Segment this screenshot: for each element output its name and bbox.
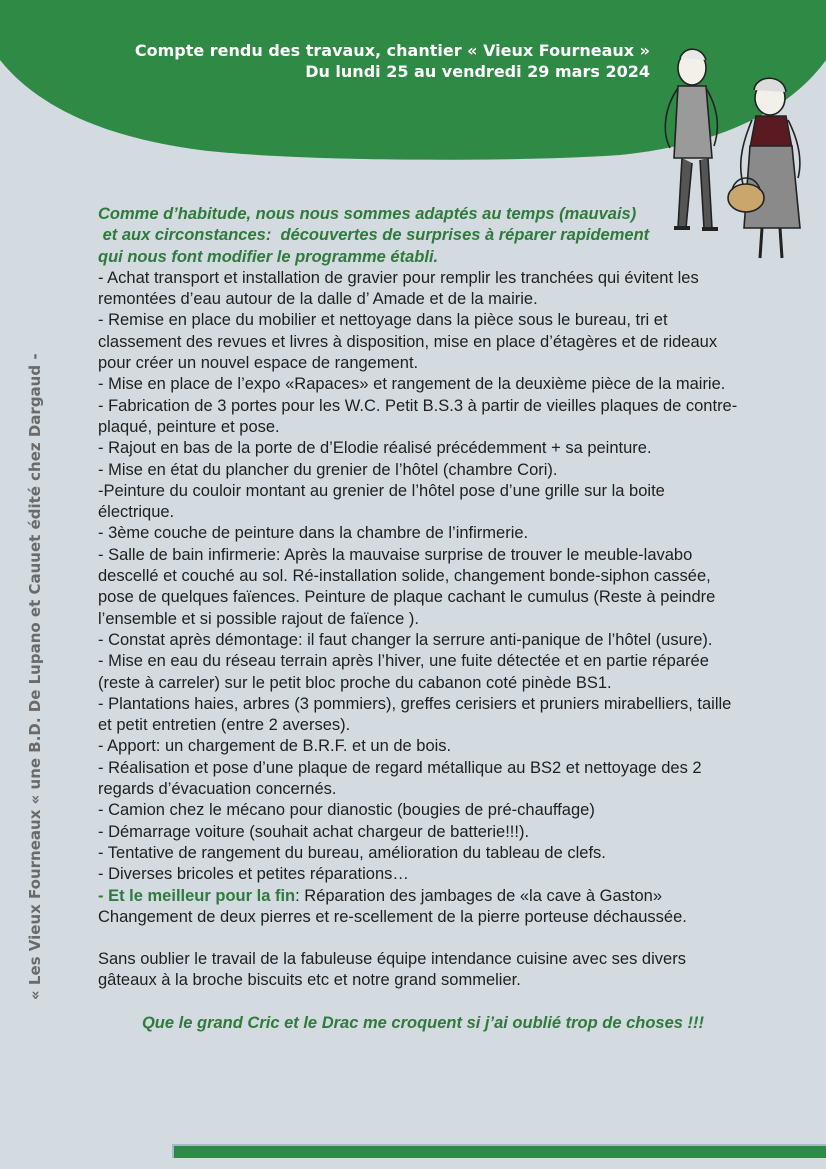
header-dates: Du lundi 25 au vendredi 29 mars 2024 [305, 62, 650, 81]
list-item: - Réalisation et pose d’une plaque de regard métallique au BS2 et nettoyage des 2 regards d’évacuation concernés. [98, 758, 702, 799]
list-item: -Peinture du couloir montant au grenier de l’hôtel pose d’une grille sur la boite électrique. [98, 481, 665, 522]
outro-paragraph: Sans oublier le travail de la fabuleuse équipe intendance cuisine avec ses divers gâteaux à la broche biscuits etc et notre grand sommelier. [98, 950, 686, 990]
list-item: - Mise en état du plancher du grenier de l’hôtel (chambre Cori). [98, 460, 558, 479]
list-item: - Constat après démontage: il faut changer la serrure anti-panique de l’hôtel (usure). [98, 630, 713, 649]
list-item: - 3ème couche de peinture dans la chambre de l’infirmerie. [98, 524, 529, 543]
list-item: - Remise en place du mobilier et nettoyage dans la pièce sous le bureau, tri et classement des revues et livres à disposition, mise en place d’étagères et de rideaux pour créer un nouvel espace de rangement. [98, 311, 718, 373]
list-item: - Rajout en bas de la porte de d’Elodie réalisé précédemment + sa peinture. [98, 439, 652, 458]
highlight-label: - Et le meilleur pour la fin [98, 886, 296, 905]
spacer [98, 928, 738, 949]
side-credit: « Les Vieux Fourneaux « une B.D. De Lupano et Cauuet édité chez Dargaud - [26, 353, 44, 1000]
list-item: - Tentative de rangement du bureau, amélioration du tableau de clefs. [98, 843, 606, 862]
intro-line: qui nous font modifier le programme établi. [98, 247, 439, 266]
closing-line: Que le grand Cric et le Drac me croquent si j’ai oublié trop de choses !!! [141, 1013, 705, 1032]
list-item: - Apport: un chargement de B.R.F. et un de bois. [98, 737, 452, 756]
list-item: - Fabrication de 3 portes pour les W.C. Petit B.S.3 à partir de vieilles plaques de contre-plaqué, peinture et pose. [98, 396, 738, 436]
intro-paragraph [98, 204, 738, 268]
list-item: - Mise en place de l’expo «Rapaces» et rangement de la deuxième pièce de la mairie. [98, 375, 726, 394]
list-item: - Achat transport et installation de gravier pour remplir les tranchées qui évitent les remontées d’eau autour de la dalle d’ Amade et de la mairie. [98, 268, 699, 309]
list-item: - Diverses bricoles et petites réparations… [98, 865, 409, 884]
highlight-list-item [98, 886, 738, 929]
highlight-text: : Réparation des jambages de «la cave à Gaston» Changement de deux pierres et re-scellement de la pierre porteuse déchaussée. [98, 886, 687, 926]
list-item: - Plantations haies, arbres (3 pommiers), greffes cerisiers et pruniers mirabelliers, taille et petit entretien (entre 2 averses). [98, 694, 732, 735]
list-item: - Salle de bain infirmerie: Après la mauvaise surprise de trouver le meuble-lavabo descellé et couché au sol. Ré-installation solide, changement bonde-siphon cassée, pose de quelques faïences. Peinture de plaque cachant le cumulus (Reste à peindre l’ensemble et si possible rajout de faïence ). [98, 545, 716, 628]
list-item: - Démarrage voiture (souhait achat chargeur de batterie!!!). [98, 822, 530, 841]
page-header [135, 40, 650, 82]
footer-bar [172, 1144, 826, 1158]
intro-line: Comme d’habitude, nous nous sommes adaptés au temps (mauvais) [98, 205, 637, 223]
intro-line: et aux circonstances: découvertes de surprises à réparer rapidement [98, 226, 650, 245]
list-item: - Mise en eau du réseau terrain après l’hiver, une fuite détectée et en partie réparée (reste à carreler) sur le petit bloc proche du cabanon coté pinède BS1. [98, 652, 709, 692]
list-item: - Camion chez le mécano pour dianostic (bougies de pré-chauffage) [98, 801, 595, 820]
report-body [98, 204, 738, 1034]
header-title: Compte rendu des travaux, chantier « Vieux Fourneaux » [134, 41, 650, 60]
